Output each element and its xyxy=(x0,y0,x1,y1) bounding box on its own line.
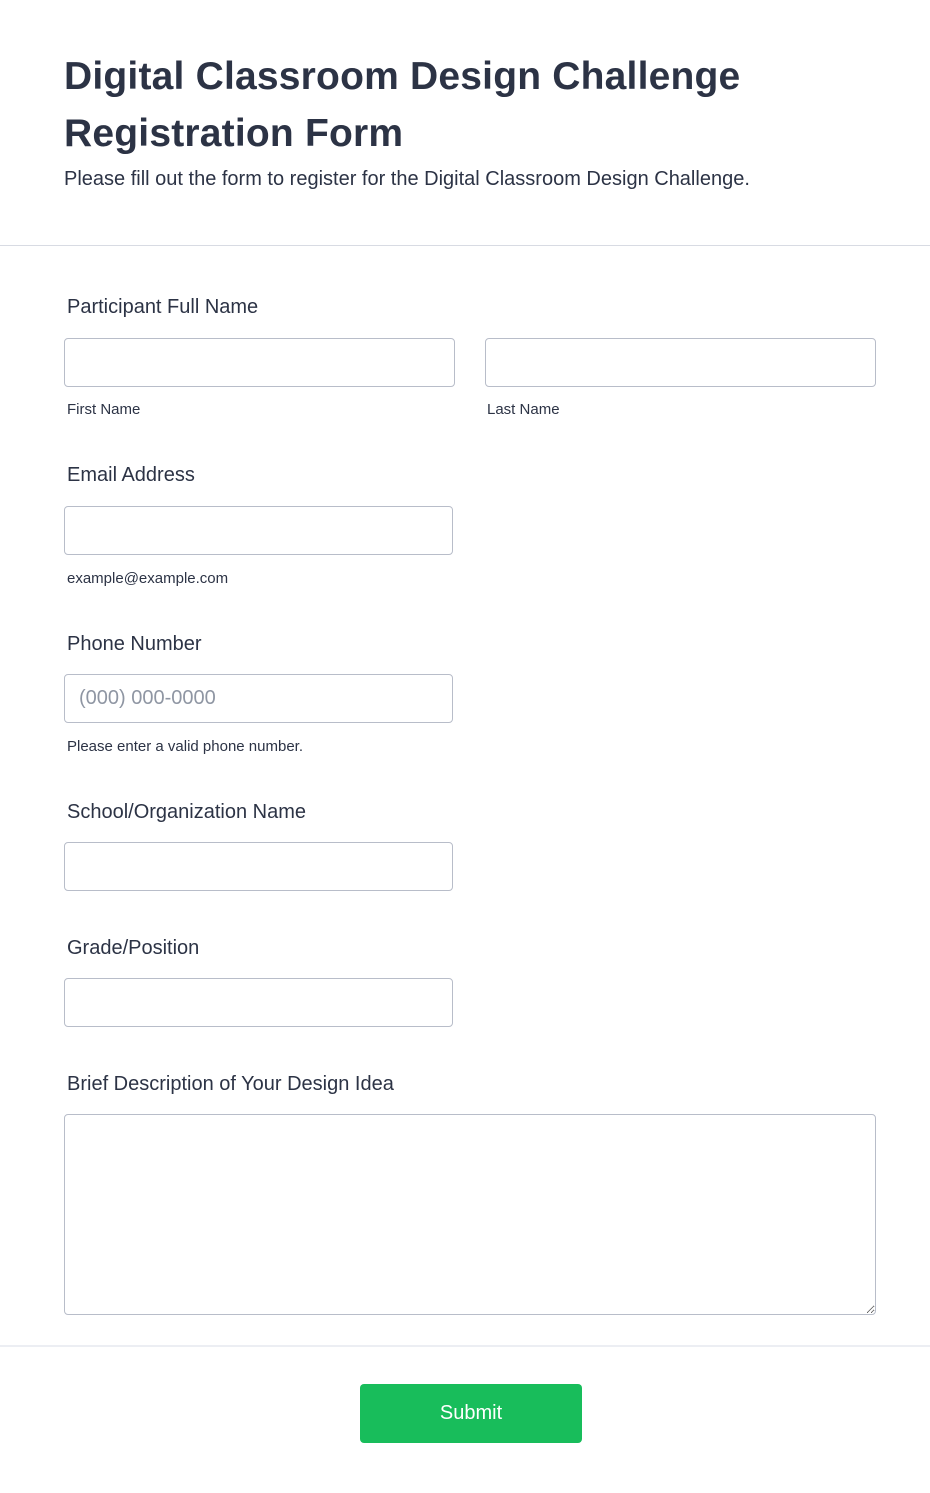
description-label: Brief Description of Your Design Idea xyxy=(67,1073,394,1095)
submit-button[interactable]: Submit xyxy=(360,1384,582,1443)
first-name-input[interactable] xyxy=(64,338,455,387)
last-name-sublabel: Last Name xyxy=(487,401,560,418)
email-input[interactable] xyxy=(64,506,453,555)
email-sublabel: example@example.com xyxy=(67,570,229,587)
school-label: School/Organization Name xyxy=(67,801,307,823)
phone-sublabel: Please enter a valid phone number. xyxy=(67,738,303,755)
header-divider xyxy=(0,245,930,246)
form-title: Digital Classroom Design Challenge Registration Form xyxy=(64,55,741,155)
last-name-input[interactable] xyxy=(485,338,876,387)
email-label: Email Address xyxy=(67,464,195,486)
description-textarea[interactable] xyxy=(64,1114,876,1315)
grade-input[interactable] xyxy=(64,978,453,1027)
phone-input[interactable] xyxy=(64,674,453,723)
grade-label: Grade/Position xyxy=(67,937,200,959)
first-name-sublabel: First Name xyxy=(67,401,141,418)
footer-divider xyxy=(0,1345,930,1347)
full-name-label: Participant Full Name xyxy=(67,296,259,318)
phone-label: Phone Number xyxy=(67,633,202,655)
school-input[interactable] xyxy=(64,842,453,891)
form-subtitle: Please fill out the form to register for the Digital Classroom Design Challenge. xyxy=(64,168,750,190)
